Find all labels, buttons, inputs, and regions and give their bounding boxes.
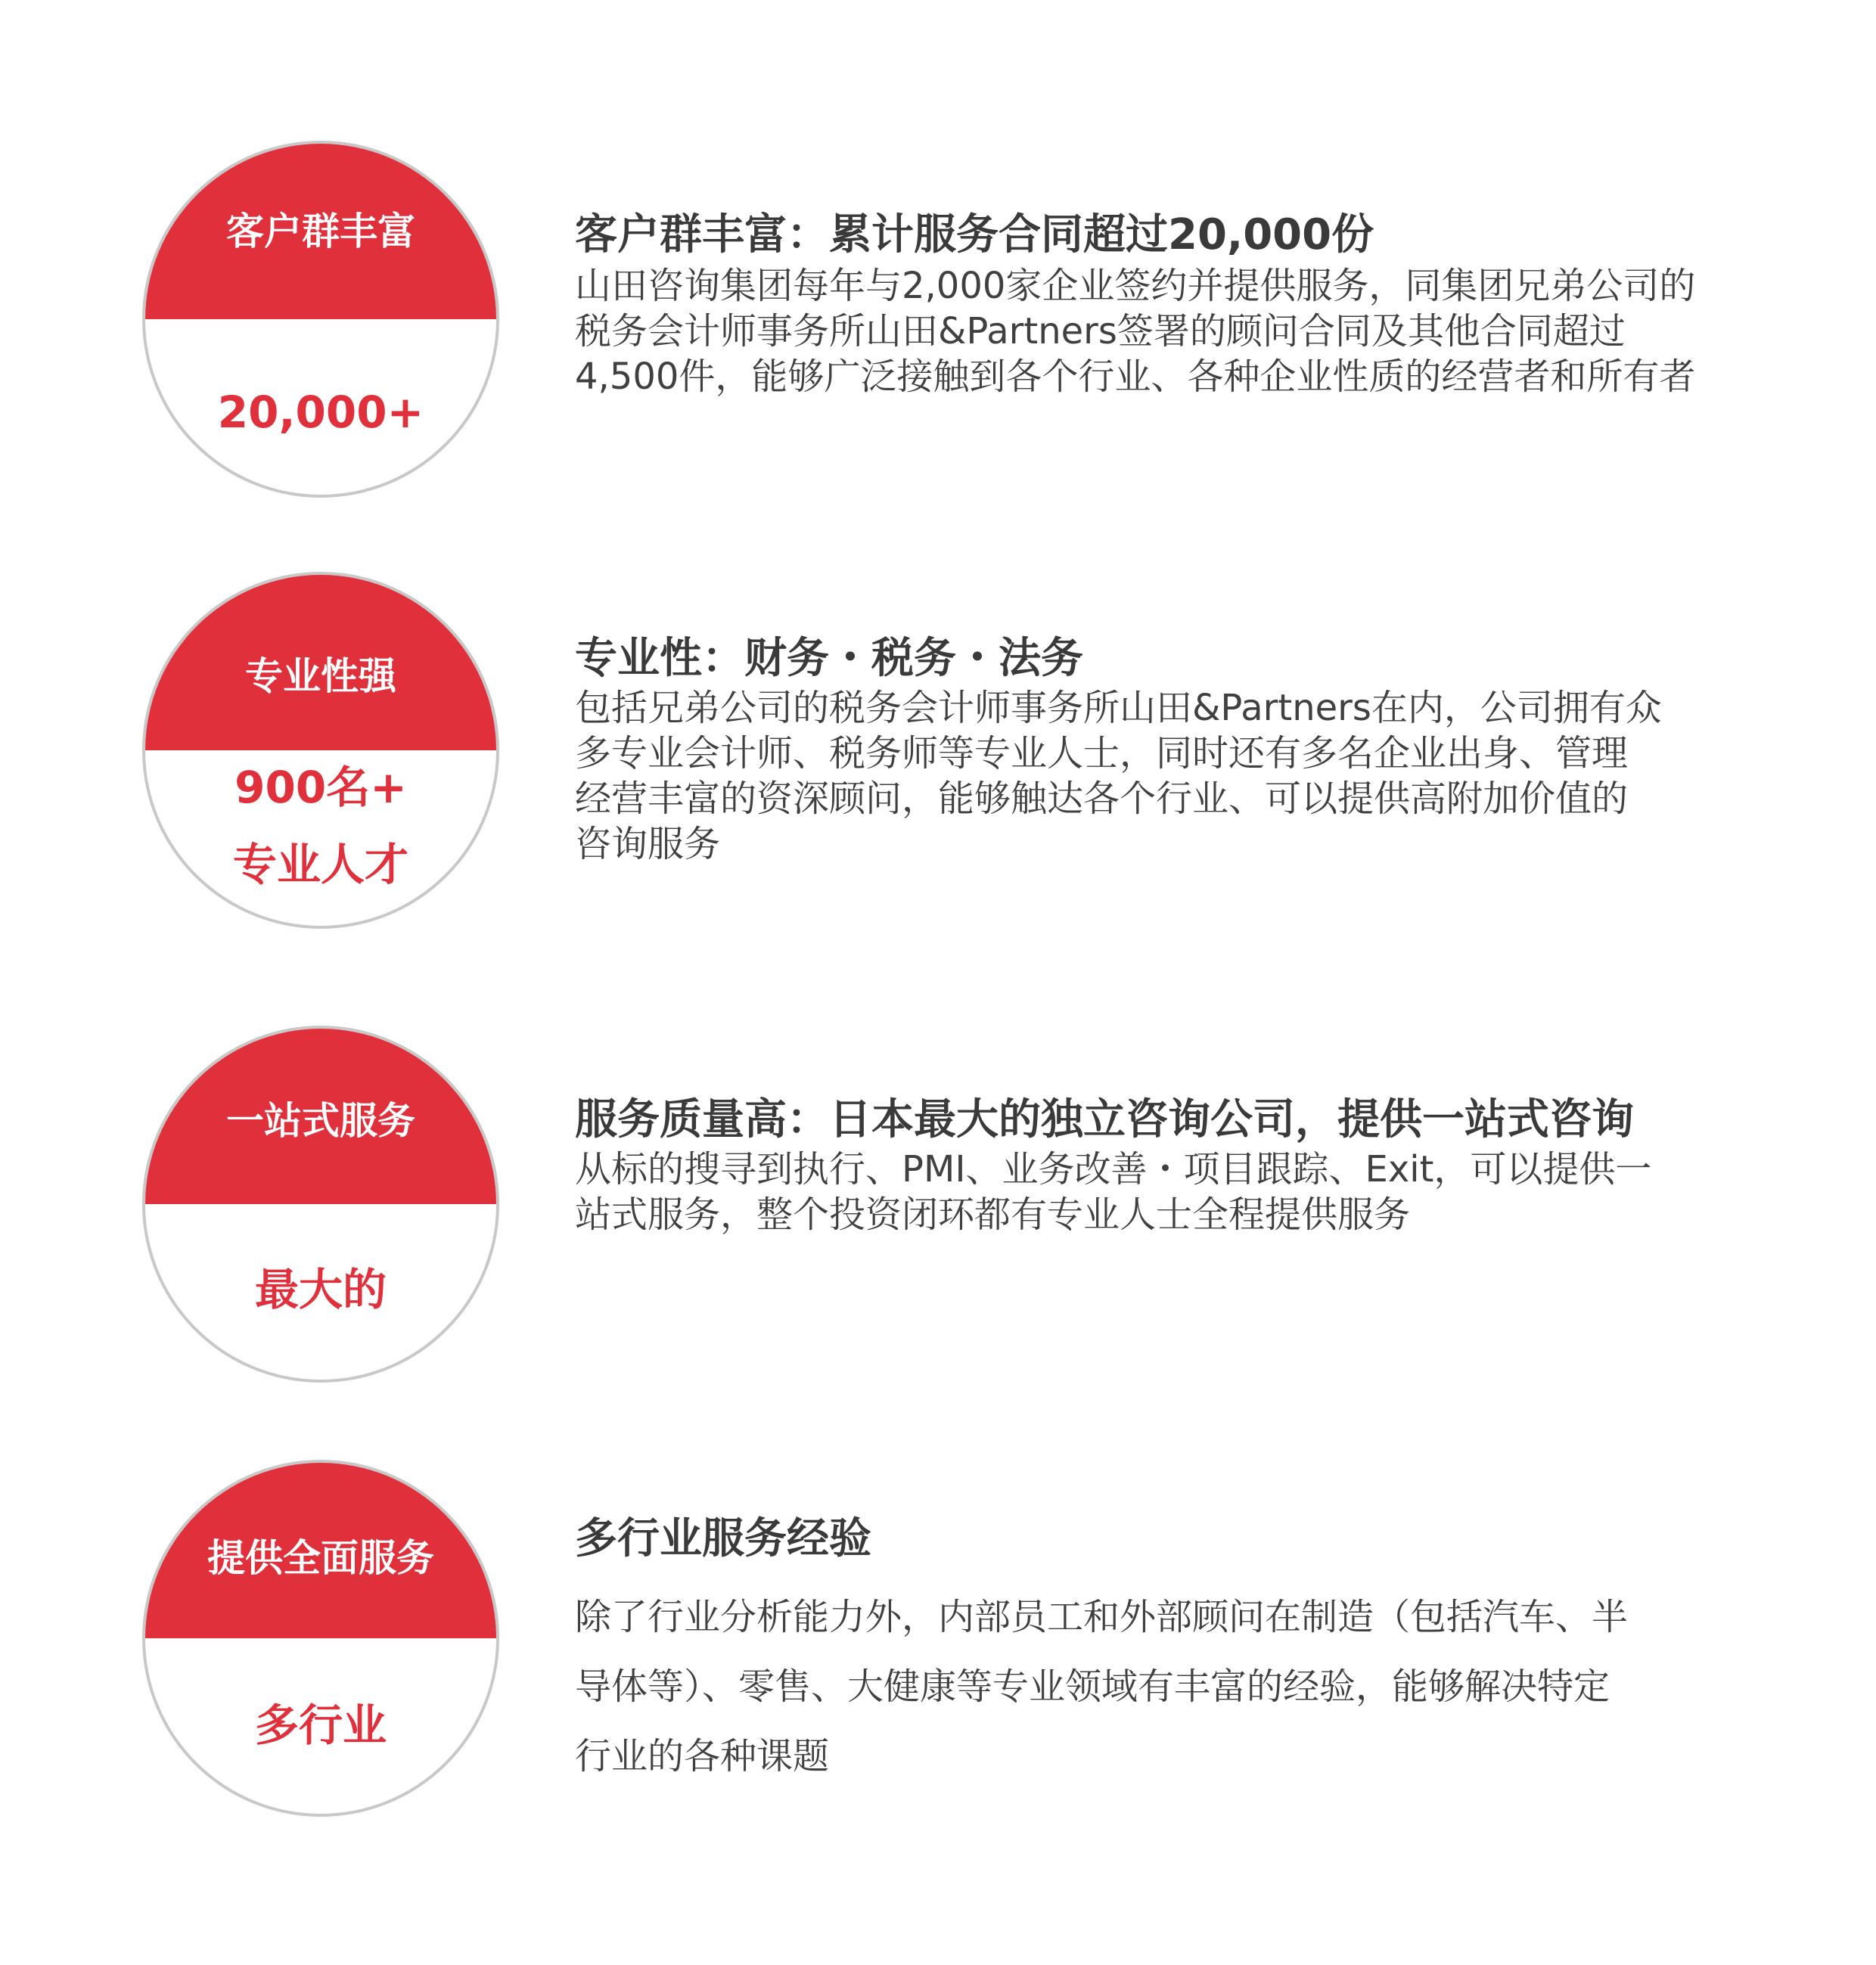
badge-value: 多行业 (254, 1700, 387, 1751)
feature-text (575, 632, 1755, 867)
description-line: 从标的搜寻到执行、PMI、业务改善・项目跟踪、Exit，可以提供一 (575, 1148, 1652, 1190)
badge-value: 20,000+ (217, 386, 424, 438)
description-line: 山田咨询集团每年与2,000家企业签约并提供服务，同集团兄弟公司的 (575, 265, 1696, 307)
feature-heading: 多行业服务经验 (575, 1514, 871, 1563)
feature-text (575, 1513, 1755, 1791)
feature-description (575, 1147, 1755, 1237)
badge-title: 专业性强 (245, 654, 396, 698)
feature-badge (142, 141, 499, 498)
feature-heading: 服务质量高：日本最大的独立咨询公司，提供一站式咨询 (575, 1095, 1634, 1144)
badge-value: 专业人才 (232, 839, 408, 890)
description-line: 导体等）、零售、大健康等专业领域有丰富的经验，能够解决特定 (575, 1665, 1610, 1708)
description-line: 4,500件，能够广泛接触到各个行业、各种企业性质的经营者和所有者 (575, 355, 1696, 398)
feature-text (575, 209, 1755, 399)
badge-value: 最大的 (254, 1264, 387, 1315)
badge-title: 一站式服务 (226, 1099, 415, 1143)
feature-badge (142, 1026, 499, 1383)
description-line: 包括兄弟公司的税务会计师事务所山田&Partners在内，公司拥有众 (575, 687, 1662, 729)
badge-title: 提供全面服务 (207, 1536, 434, 1580)
description-line: 行业的各种课题 (575, 1735, 830, 1777)
feature-heading: 客户群丰富：累计服务合同超过20,000份 (575, 210, 1374, 259)
feature-badge (142, 1460, 499, 1817)
description-line: 多专业会计师、税务师等专业人士，同时还有多名企业出身、管理 (575, 732, 1629, 775)
description-line: 税务会计师事务所山田&Partners签署的顾问合同及其他合同超过 (575, 310, 1626, 352)
feature-description (575, 1582, 1755, 1791)
description-line: 咨询服务 (575, 823, 721, 865)
description-line: 除了行业分析能力外，内部员工和外部顾问在制造（包括汽车、半 (575, 1596, 1629, 1638)
feature-badge (142, 572, 499, 929)
description-line: 站式服务，整个投资闭环都有专业人士全程提供服务 (575, 1194, 1411, 1236)
badge-value: 900名+ (234, 762, 407, 813)
feature-text (575, 1094, 1755, 1237)
feature-heading: 专业性：财务・税务・法务 (575, 634, 1083, 683)
feature-description (575, 263, 1755, 399)
badge-title: 客户群丰富 (226, 210, 415, 253)
feature-description (575, 685, 1755, 867)
description-line: 经营丰富的资深顾问，能够触达各个行业、可以提供高附加价值的 (575, 778, 1629, 820)
